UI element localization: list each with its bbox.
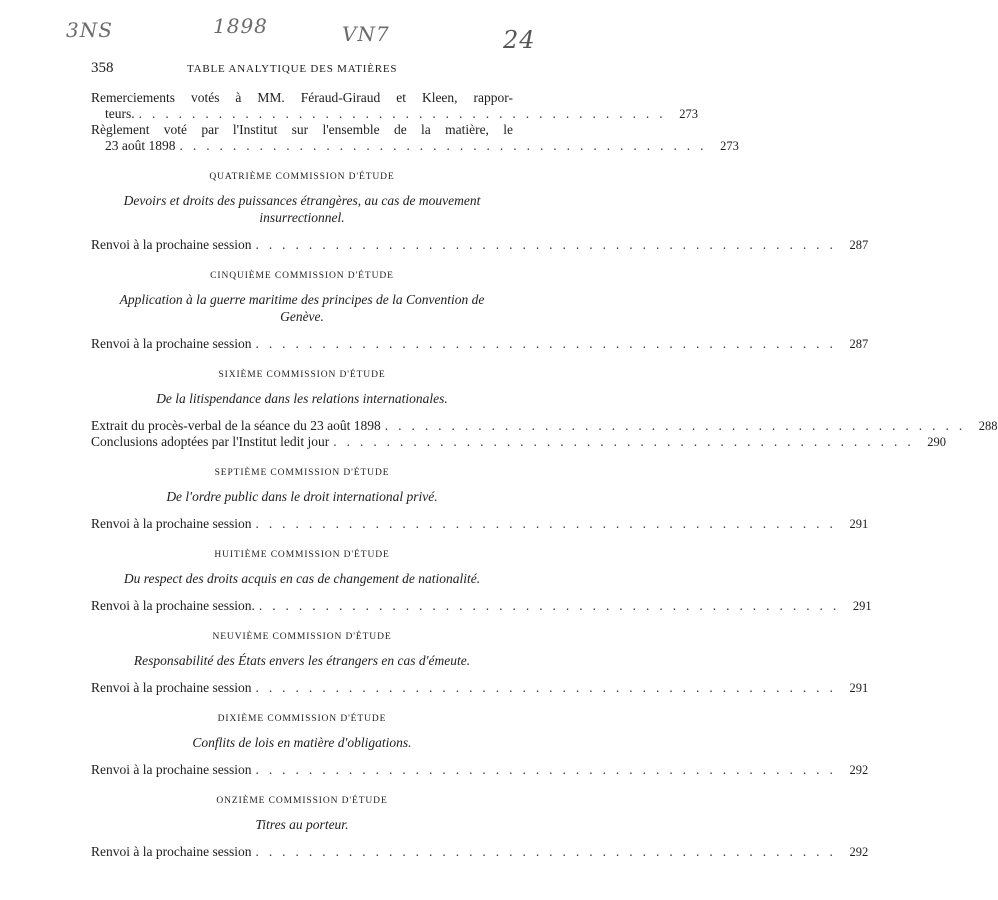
leader-dots: . . . . . . . . . . . . . . . . . . . . . . . . . . . . . . . . . . . . . . . . . . . . <box>255 844 837 859</box>
commission-section <box>91 370 998 450</box>
entry-page: 287 <box>849 337 869 351</box>
leader-dots: . . . . . . . . . . . . . . . . . . . . . . . . . . . . . . . . . . . . . . . . . . . . <box>255 336 837 351</box>
leader-dots: . . . . . . . . . . . . . . . . . . . . . . . . . . . . . . . . . . . . . . . . . . . . <box>258 598 840 613</box>
toc-entry <box>91 762 869 778</box>
entry-page: 273 <box>720 139 739 153</box>
entry-page: 291 <box>849 517 869 531</box>
page-number: 358 <box>91 60 114 76</box>
section-subject: Du respect des droits acquis en cas de changement de nationalité. <box>123 571 481 586</box>
leader-dots: . . . . . . . . . . . . . . . . . . . . . . . . . . . . . . . . . . . . . . . . . . . . <box>255 237 837 252</box>
commission-section <box>91 550 872 614</box>
entry-text: Renvoi à la prochaine session <box>91 762 252 777</box>
section-subject: Titres au porteur. <box>255 817 349 832</box>
section-subject: Devoirs et droits des puissances étrangères, au cas de mouvement insurrectionnel. <box>123 193 481 225</box>
commission-section <box>91 271 869 352</box>
section-heading: SEPTIÈME COMMISSION D'ÉTUDE <box>214 468 390 478</box>
entry-page: 292 <box>849 763 869 777</box>
handwritten-note: 1898 <box>213 14 268 38</box>
handwritten-note: VN7 <box>342 22 390 46</box>
section-heading: CINQUIÈME COMMISSION D'ÉTUDE <box>210 271 394 281</box>
leader-dots: . . . . . . . . . . . . . . . . . . . . . . . . . . . . . . . . . . . . . . . . . . . . <box>255 516 837 531</box>
leader-dots: . . . . . . . . . . . . . . . . . . . . . . . . . . . . . . . . . . . . . . . . <box>179 138 707 153</box>
document-page <box>91 60 998 860</box>
section-heading: QUATRIÈME COMMISSION D'ÉTUDE <box>209 172 395 182</box>
toc-entry <box>91 680 869 696</box>
entry-text-line1: Remerciements votés à MM. Féraud-Giraud et Kleen, rappor- <box>91 90 513 105</box>
leader-dots: . . . . . . . . . . . . . . . . . . . . . . . . . . . . . . . . . . . . . . . . . . . . <box>255 680 837 695</box>
commission-section <box>91 468 869 532</box>
toc-entry <box>91 598 872 614</box>
leader-dots: . . . . . . . . . . . . . . . . . . . . . . . . . . . . . . . . . . . . . . . . <box>138 106 666 121</box>
entry-text: Renvoi à la prochaine session <box>91 336 252 351</box>
entry-page: 288 <box>978 419 998 433</box>
toc-entry <box>91 516 869 532</box>
handwritten-note: 24 <box>503 26 536 54</box>
section-heading: ONZIÈME COMMISSION D'ÉTUDE <box>216 796 388 806</box>
entry-text-line2: 23 août 1898 <box>105 138 176 153</box>
toc-entry <box>91 844 869 860</box>
entry-page: 273 <box>679 107 698 121</box>
page-header <box>91 60 513 90</box>
leader-dots: . . . . . . . . . . . . . . . . . . . . . . . . . . . . . . . . . . . . . . . . . . . . <box>255 762 837 777</box>
section-subject: Conflits de lois en matière d'obligations. <box>192 735 412 750</box>
section-heading: NEUVIÈME COMMISSION D'ÉTUDE <box>212 632 392 642</box>
handwritten-note: 3NS <box>66 18 113 42</box>
entry-text-line1: Règlement voté par l'Institut sur l'ensemble de la matière, le <box>91 122 513 137</box>
toc-entry <box>91 418 998 434</box>
toc-entry <box>91 237 869 253</box>
entry-page: 291 <box>852 599 872 613</box>
section-heading: HUITIÈME COMMISSION D'ÉTUDE <box>214 550 390 560</box>
toc-entry <box>91 336 869 352</box>
section-heading: DIXIÈME COMMISSION D'ÉTUDE <box>217 714 387 724</box>
entry-page: 292 <box>849 845 869 859</box>
section-subject: De l'ordre public dans le droit international privé. <box>166 489 438 504</box>
sections-container <box>91 172 998 860</box>
section-subject: Responsabilité des États envers les étrangers en cas d'émeute. <box>133 653 471 668</box>
entry-text: Conclusions adoptées par l'Institut ledit jour <box>91 434 330 449</box>
commission-section <box>91 714 869 778</box>
entry-text: Renvoi à la prochaine session <box>91 680 252 695</box>
entry-page: 290 <box>927 435 947 449</box>
leader-dots: . . . . . . . . . . . . . . . . . . . . . . . . . . . . . . . . . . . . . . . . . . . . <box>384 418 966 433</box>
running-title: TABLE ANALYTIQUE DES MATIÈRES <box>187 63 398 75</box>
entry-text-line2: teurs. <box>105 106 135 121</box>
leader-dots: . . . . . . . . . . . . . . . . . . . . . . . . . . . . . . . . . . . . . . . . . . . . <box>333 434 915 449</box>
toc-entry <box>91 122 739 154</box>
toc-entry <box>91 90 698 122</box>
entry-text: Renvoi à la prochaine session <box>91 237 252 252</box>
entry-text: Renvoi à la prochaine session <box>91 844 252 859</box>
entry-text: Renvoi à la prochaine session. <box>91 598 255 613</box>
commission-section <box>91 632 869 696</box>
commission-section <box>91 172 869 253</box>
entry-text: Extrait du procès-verbal de la séance du 23 août 1898 <box>91 418 381 433</box>
entry-page: 287 <box>849 238 869 252</box>
section-heading: SIXIÈME COMMISSION D'ÉTUDE <box>218 370 386 380</box>
toc-entry <box>91 434 947 450</box>
section-subject: Application à la guerre maritime des principes de la Convention de Genève. <box>119 292 485 324</box>
entry-page: 291 <box>849 681 869 695</box>
entry-text: Renvoi à la prochaine session <box>91 516 252 531</box>
commission-section <box>91 796 869 860</box>
section-subject: De la litispendance dans les relations internationales. <box>156 391 448 406</box>
